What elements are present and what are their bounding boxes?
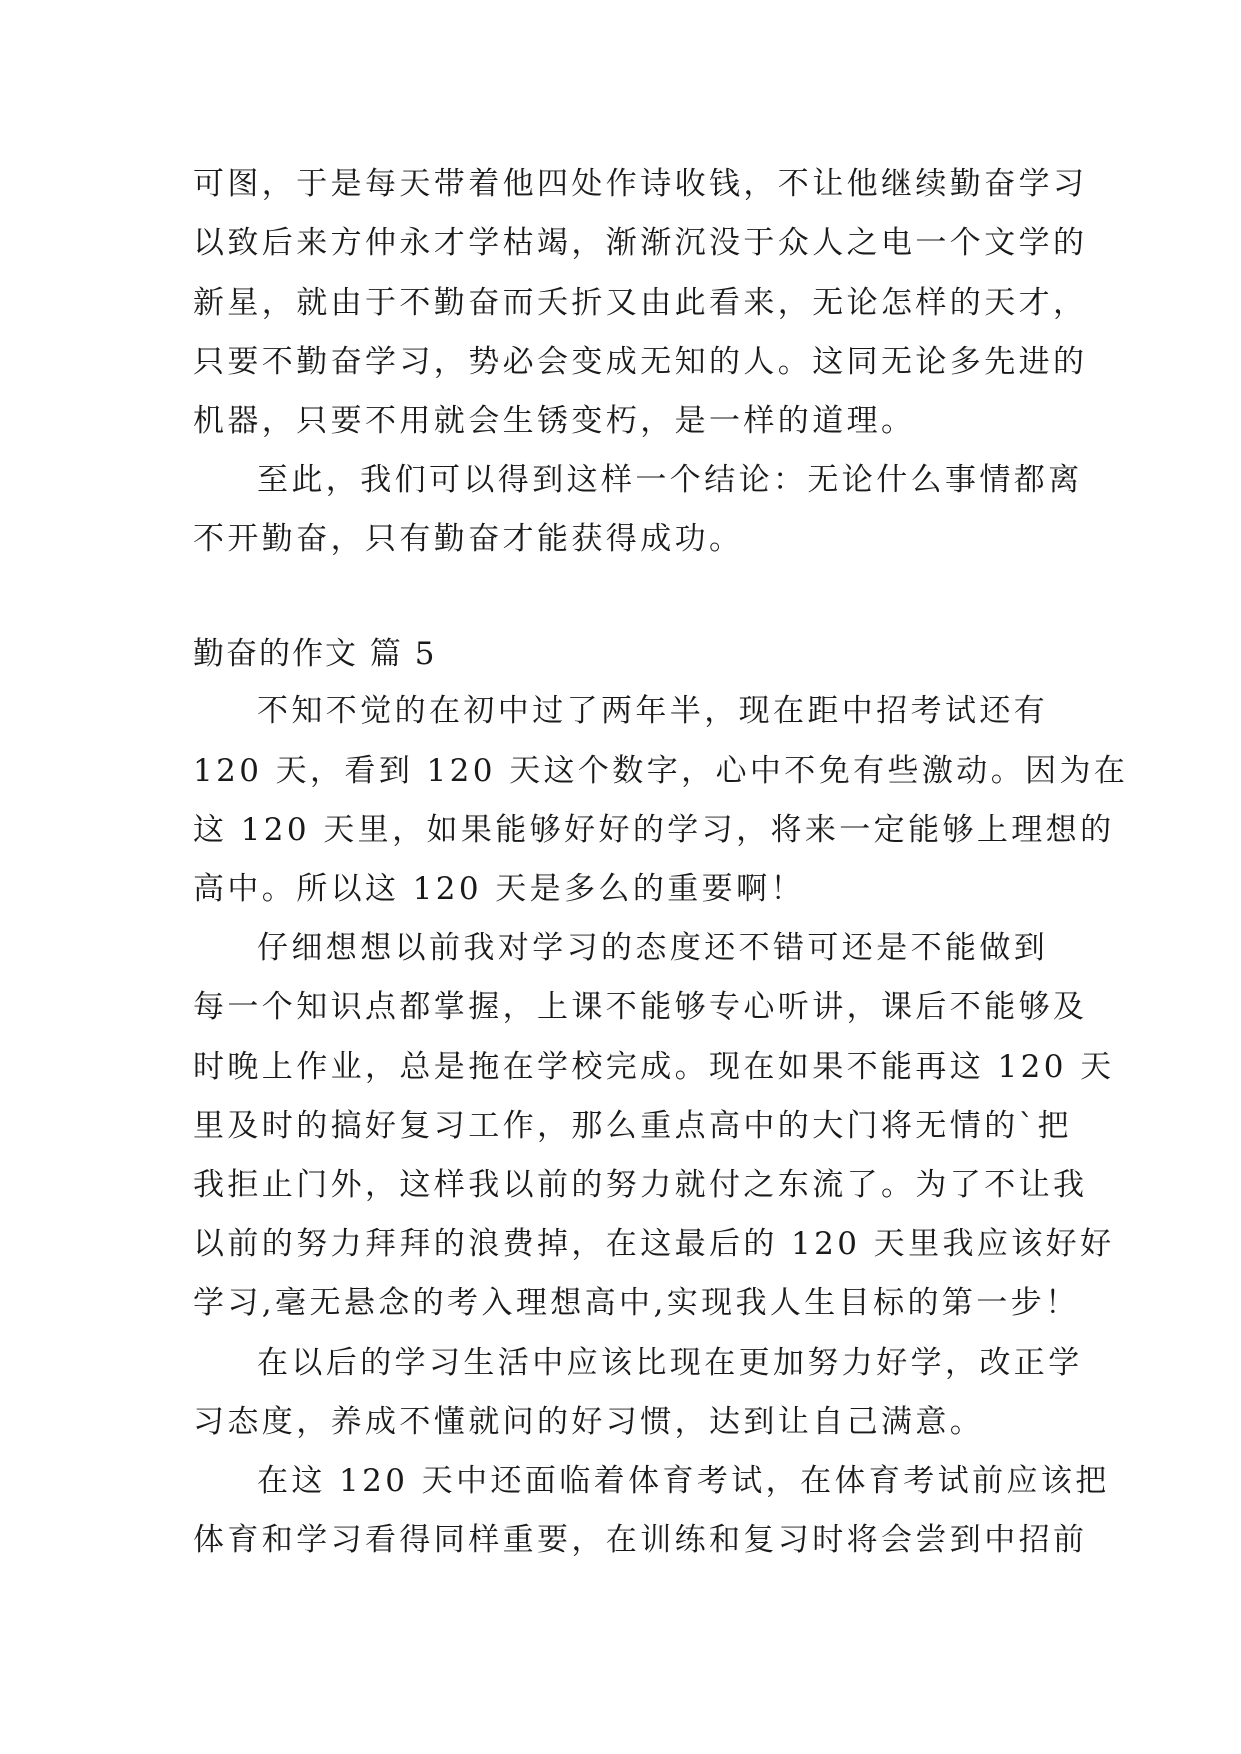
text-line: 在以后的学习生活中应该比现在更加努力好学，改正学	[257, 1345, 1083, 1381]
text-line: 以前的努力拜拜的浪费掉，在这最后的 120 天里我应该好好	[193, 1226, 1115, 1262]
text-line: 仔细想想以前我对学习的态度还不错可还是不能做到	[257, 930, 1049, 966]
text-line: 这 120 天里，如果能够好好的学习，将来一定能够上理想的	[193, 812, 1115, 848]
text-line: 新星，就由于不勤奋而夭折又由此看来，无论怎样的天才，	[193, 285, 1088, 321]
text-line: 可图，于是每天带着他四处作诗收钱，不让他继续勤奋学习	[193, 166, 1088, 202]
text-line: 我拒止门外，这样我以前的努力就付之东流了。为了不让我	[193, 1167, 1088, 1203]
text-line: 不知不觉的在初中过了两年半，现在距中招考试还有	[257, 693, 1049, 729]
section-heading: 勤奋的作文 篇 5	[193, 636, 437, 672]
text-line: 学习,毫无悬念的考入理想高中,实现我人生目标的第一步！	[193, 1285, 1080, 1321]
text-line: 时晚上作业，总是拖在学校完成。现在如果不能再这 120 天	[193, 1049, 1115, 1085]
text-line: 以致后来方仲永才学枯竭，渐渐沉没于众人之电一个文学的	[193, 225, 1088, 261]
text-line: 习态度，养成不懂就问的好习惯，达到让自己满意。	[193, 1404, 985, 1440]
text-line: 只要不勤奋学习，势必会变成无知的人。这同无论多先进的	[193, 344, 1088, 380]
text-line: 在这 120 天中还面临着体育考试，在体育考试前应该把	[257, 1463, 1110, 1499]
text-line: 120 天，看到 120 天这个数字，心中不免有些激动。因为在	[193, 753, 1129, 789]
text-line: 高中。所以这 120 天是多么的重要啊！	[193, 871, 805, 907]
text-line: 每一个知识点都掌握，上课不能够专心听讲，课后不能够及	[193, 989, 1088, 1025]
text-line: 体育和学习看得同样重要，在训练和复习时将会尝到中招前	[193, 1522, 1088, 1558]
text-line: 里及时的搞好复习工作，那么重点高中的大门将无情的`把	[193, 1108, 1072, 1144]
text-line: 至此，我们可以得到这样一个结论：无论什么事情都离	[257, 462, 1083, 498]
text-line: 不开勤奋，只有勤奋才能获得成功。	[193, 521, 744, 557]
text-line: 机器，只要不用就会生锈变朽，是一样的道理。	[193, 403, 916, 439]
